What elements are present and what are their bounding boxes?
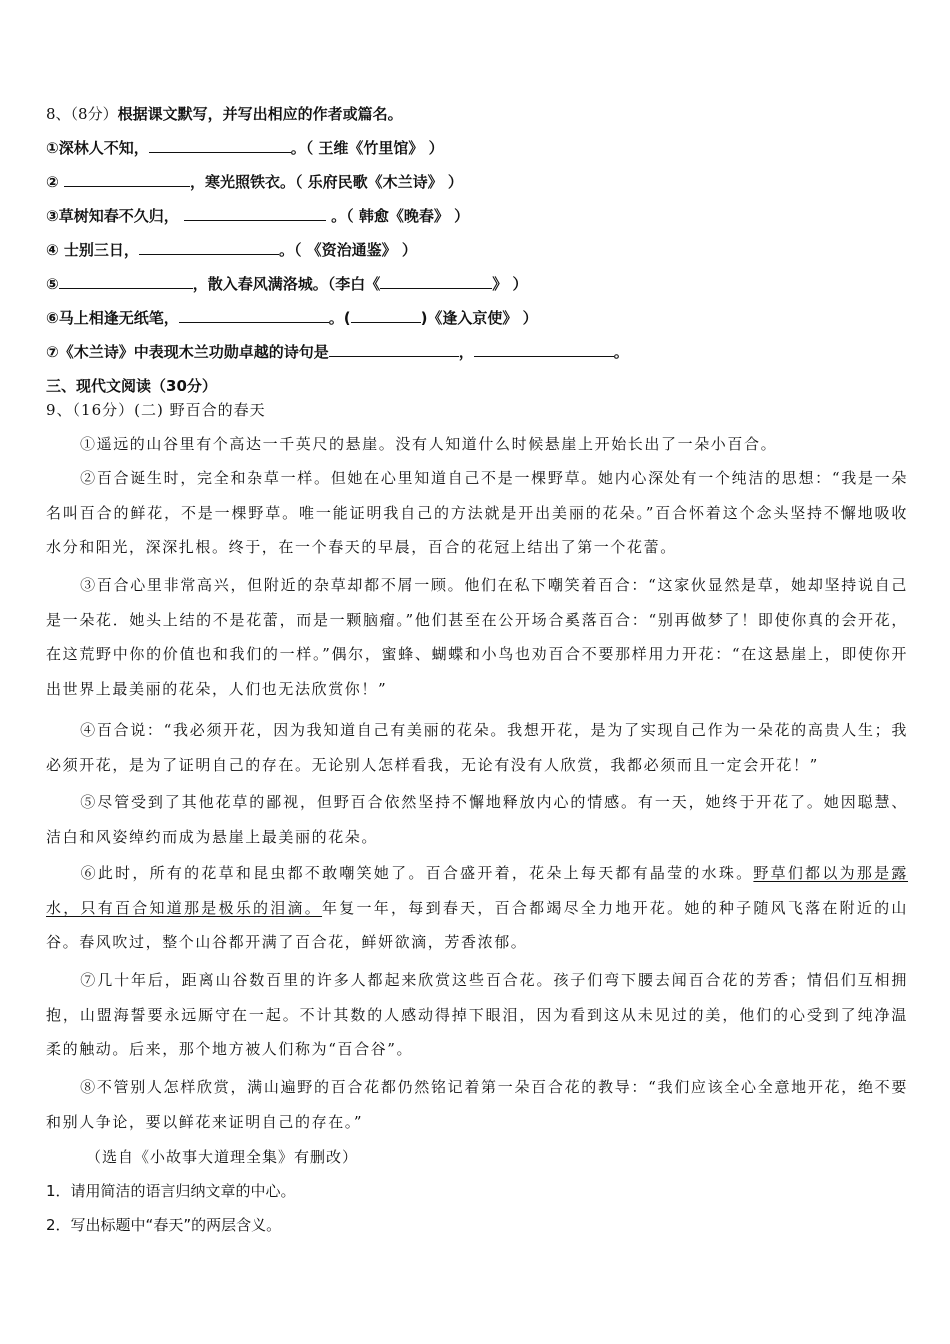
passage-paragraph-4 xyxy=(46,713,908,782)
answer-blank[interactable] xyxy=(184,206,326,221)
q8-item-1-pre: ①深林人不知， xyxy=(46,139,149,157)
answer-blank[interactable] xyxy=(139,240,279,255)
paragraph-text: ⑤尽管受到了其他花草的鄙视，但野百合依然坚持不懈地释放内心的情感。有一天，她终于开花了。她因聪慧、洁白和风姿绰约而成为悬崖上最美丽的花朵。 xyxy=(46,793,908,846)
passage-paragraph-7 xyxy=(46,963,908,1067)
q8-item-7-pre: ⑦《木兰诗》中表现木兰功勋卓越的诗句是 xyxy=(46,343,329,361)
paragraph-text: ③百合心里非常高兴，但附近的杂草却都不屑一顾。他们在私下嘲笑着百合：“这家伙显然是草，她却坚持说自己是一朵花．她头上结的不是花蕾，而是一颗脑瘤。”他们甚至在公开场合奚落百合：“别再做梦了！即使你真的会开花，在这荒野中你的价值也和我们的一样。”偶尔，蜜蜂、蝴蝶和小鸟也劝百合不要那样用力开花：“在这悬崖上，即使你开出世界上最美丽的花朵，人们也无法欣赏你！” xyxy=(46,576,908,698)
q8-item-3 xyxy=(46,206,469,226)
q8-item-6-pre: ⑥马上相逢无纸笔， xyxy=(46,309,179,327)
answer-blank[interactable] xyxy=(351,308,421,323)
q8-item-2-pre: ② xyxy=(46,173,64,191)
passage-paragraph-3 xyxy=(46,568,908,706)
q8-item-7-mid: ， xyxy=(458,343,474,361)
q8-item-4 xyxy=(46,240,417,260)
q8-instruction: 根据课文默写，并写出相应的作者或篇名。 xyxy=(117,105,403,123)
q8-header xyxy=(46,104,403,124)
q8-item-7-post: 。 xyxy=(613,343,629,361)
paragraph-text: 年复一年，每到春天，百合都竭尽全力地开花。她的种子随风飞落在附近的山谷。春风吹过，整个山谷都开满了百合花，鲜妍欲滴，芳香浓郁。 xyxy=(46,898,908,951)
q8-item-6 xyxy=(46,308,538,328)
q8-item-2-post: ，寒光照铁衣。（ 乐府民歌《木兰诗》 ） xyxy=(189,173,463,191)
paragraph-text: ①遥远的山谷里有个高达一千英尺的悬崖。没有人知道什么时候悬崖上开始长出了一朵小百合。 xyxy=(80,435,778,453)
underlined-sentence: 野草们都以为那是露水，只有百合知道那是极乐的泪滴。 xyxy=(46,864,909,917)
paragraph-text: ⑦几十年后，距离山谷数百里的许多人都起来欣赏这些百合花。孩子们弯下腰去闻百合花的芳香；情侣们互相拥抱，山盟海誓要永远厮守在一起。不计其数的人感动得掉下眼泪，因为看到这从未见过的美，他们的心受到了纯净温柔的触动。后来，那个地方被人们称为“百合谷”。 xyxy=(46,971,908,1058)
q9-header: 9、（16分）(二) 野百合的春天 xyxy=(46,401,266,419)
section-3-title: 三、现代文阅读（30分） xyxy=(46,377,217,395)
passage-paragraph-5 xyxy=(46,785,908,854)
answer-blank[interactable] xyxy=(59,274,193,289)
paragraph-text: ④百合说：“我必须开花，因为我知道自己有美丽的花朵。我想开花，是为了实现自己作为一朵花的高贵人生；我必须开花，是为了证明自己的存在。无论别人怎样看我，无论有没有人欣赏，我都必须而且一定会开花！” xyxy=(46,721,908,774)
paragraph-text: ⑥此时，所有的花草和昆虫都不敢嘲笑她了。百合盛开着，花朵上每天都有晶莹的水珠。 xyxy=(80,864,754,882)
answer-blank[interactable] xyxy=(179,308,329,323)
answer-blank[interactable] xyxy=(64,172,190,187)
q8-item-5-post: 》 ） xyxy=(492,275,528,293)
answer-blank[interactable] xyxy=(149,138,291,153)
answer-blank[interactable] xyxy=(474,342,614,357)
answer-blank[interactable] xyxy=(380,274,492,289)
sub-question-1: 1．请用简洁的语言归纳文章的中心。 xyxy=(46,1182,296,1200)
q8-item-4-pre: ④ 士别三日， xyxy=(46,241,139,259)
passage-paragraph-2 xyxy=(46,461,908,565)
paragraph-text: ⑧不管别人怎样欣赏，满山遍野的百合花都仍然铭记着第一朵百合花的教导：“我们应该全心全意地开花，绝不要和别人争论，要以鲜花来证明自己的存在。” xyxy=(46,1078,908,1131)
q8-item-5-mid: ，散入春风满洛城。（李白《 xyxy=(192,275,381,293)
paragraph-text: ②百合诞生时，完全和杂草一样。但她在心里知道自己不是一棵野草。她内心深处有一个纯洁的思想：“我是一朵名叫百合的鲜花，不是一棵野草。唯一能证明我自己的方法就是开出美丽的花朵。”百合怀着这个念头坚持不懈地吸收水分和阳光，深深扎根。终于，在一个春天的早晨，百合的花冠上结出了第一个花蕾。 xyxy=(46,469,908,556)
q8-item-5 xyxy=(46,274,527,294)
passage-paragraph-6 xyxy=(46,856,908,960)
q8-item-3-pre: ③草树知春不久归， xyxy=(46,207,184,225)
passage-paragraph-8 xyxy=(46,1070,908,1139)
q8-item-2 xyxy=(46,172,463,192)
q8-item-1-post: 。（ 王维《竹里馆》 ） xyxy=(290,139,444,157)
q8-item-6-mid: 。( xyxy=(328,309,351,327)
q8-item-1 xyxy=(46,138,444,158)
q8-item-3-post: 。（ 韩愈《晚春》 ） xyxy=(325,207,470,225)
passage-source: （选自《小故事大道理全集》有删改） xyxy=(86,1148,359,1166)
answer-blank[interactable] xyxy=(329,342,459,357)
q8-item-4-post: 。（ 《资治通鉴》 ） xyxy=(278,241,417,259)
q8-number: 8、（8分） xyxy=(46,105,118,123)
q8-item-7 xyxy=(46,342,629,362)
sub-question-2: 2．写出标题中“春天”的两层含义。 xyxy=(46,1216,282,1234)
q8-item-5-pre: ⑤ xyxy=(46,275,59,293)
q8-item-6-post: )《逢入京使》 ） xyxy=(420,309,538,327)
passage-paragraph-1 xyxy=(46,427,908,462)
